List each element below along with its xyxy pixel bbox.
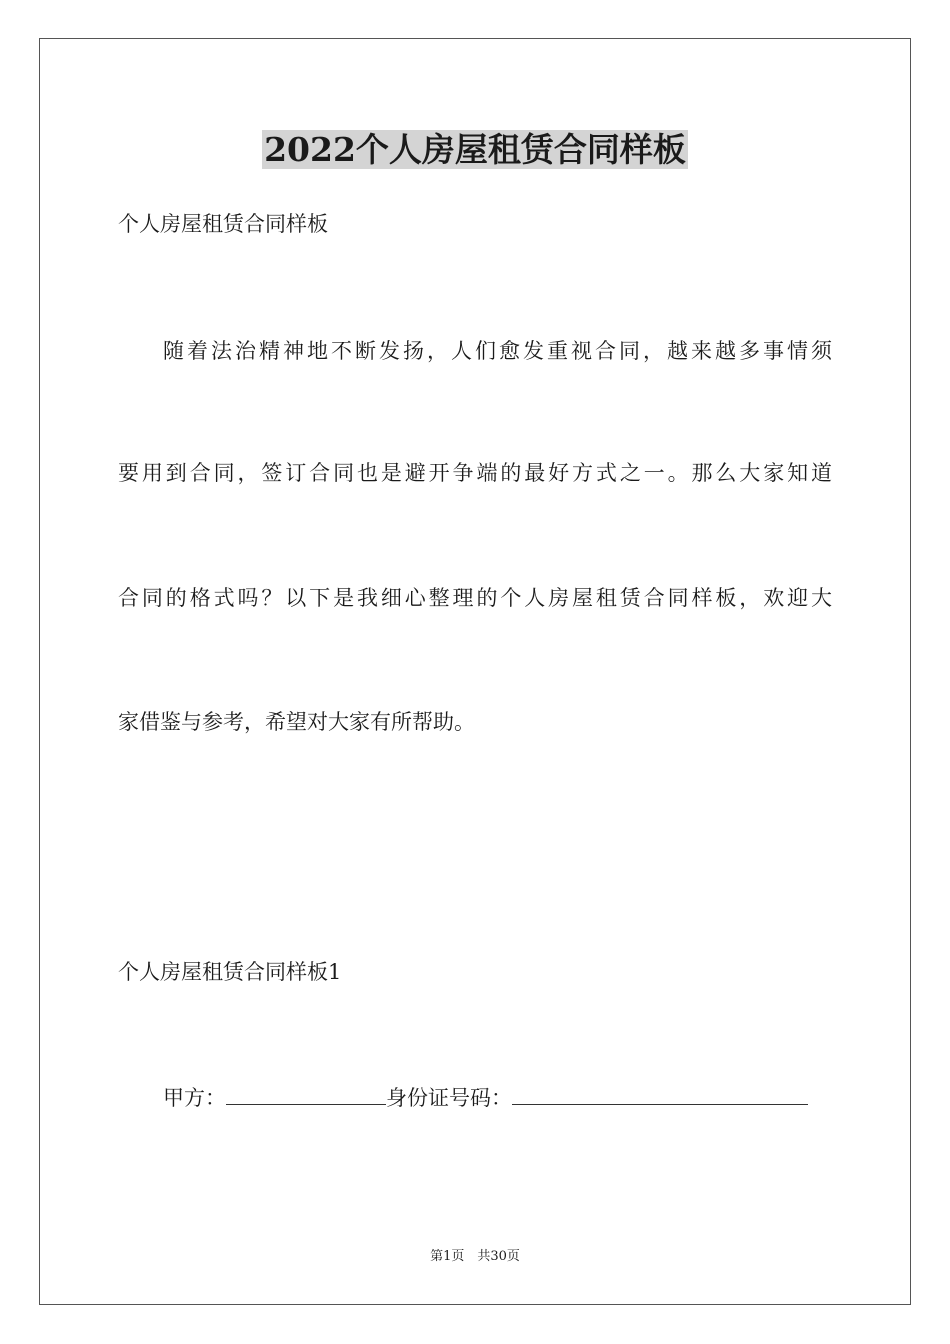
document-title-text: 2022个人房屋租赁合同样板 [264, 130, 686, 169]
document-title [0, 128, 950, 172]
intro-line-2: 要用到合同，签订合同也是避开争端的最好方式之一。那么大家知道 [118, 461, 832, 485]
intro-line-1: 随着法治精神地不断发扬，人们愈发重视合同，越来越多事情须 [163, 339, 832, 363]
party-a-id-label: 身份证号码： [386, 1086, 512, 1110]
party-a-row [163, 1082, 808, 1113]
document-subtitle: 个人房屋租赁合同样板 [118, 212, 328, 236]
section-heading: 个人房屋租赁合同样板1 [118, 960, 342, 984]
page-footer: 第1页 共30页 [430, 1249, 520, 1264]
party-a-name-blank [226, 1082, 386, 1105]
party-a-id-blank [512, 1082, 808, 1105]
intro-line-3: 合同的格式吗？以下是我细心整理的个人房屋租赁合同样板，欢迎大 [118, 586, 832, 610]
intro-line-4: 家借鉴与参考，希望对大家有所帮助。 [118, 710, 475, 734]
party-a-label: 甲方： [163, 1086, 226, 1110]
